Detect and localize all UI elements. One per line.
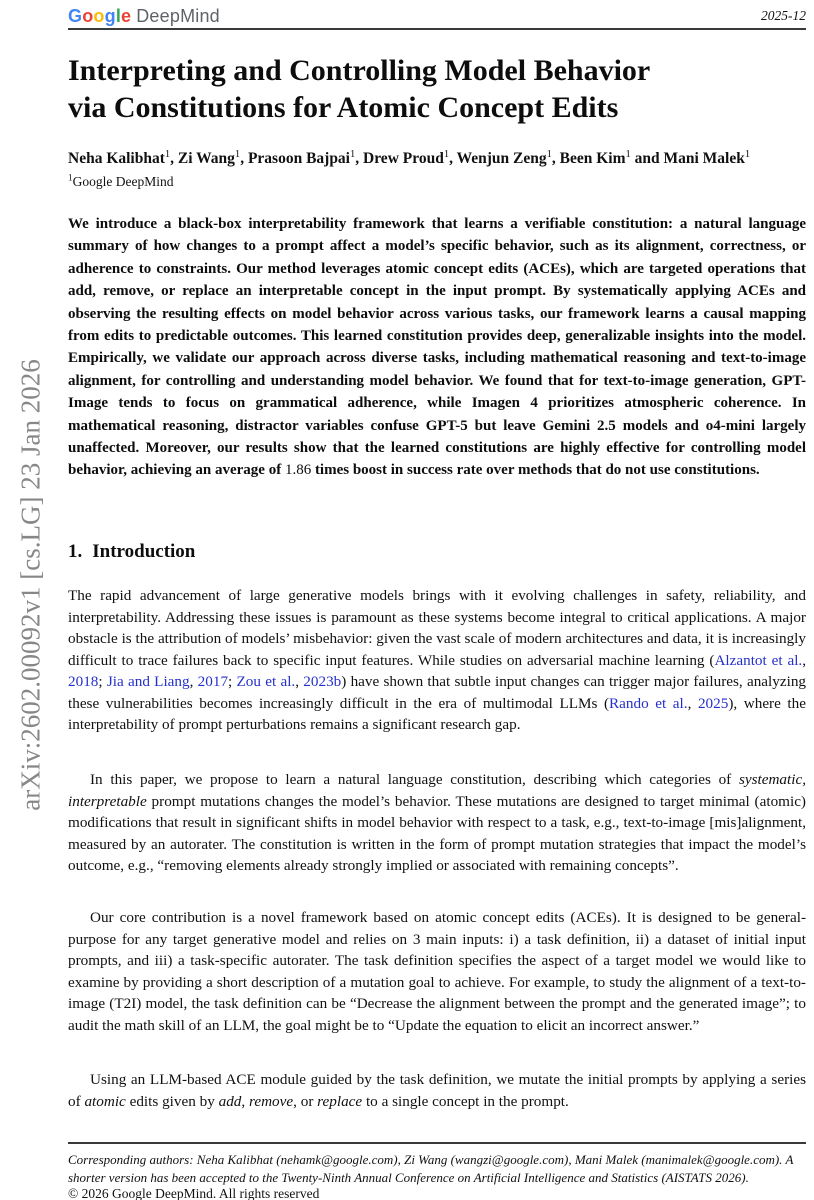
author-affiliation-marker: 1 [625, 148, 631, 160]
text-segment: ), where the interpretability of prompt perturbations remains a significant research gap. [68, 694, 806, 733]
intro-paragraph-3 [68, 907, 806, 1036]
intro-paragraph-4 [68, 1069, 806, 1112]
paper-title-line1: Interpreting and Controlling Model Behavior [68, 54, 651, 87]
corresponding-authors-note: Corresponding authors: Neha Kalibhat (nehamk@google.com), Zi Wang (wangzi@google.com), Mani Malek (manimalek@google.com). A shorter version has been accepted to the Twenty-Ninth Annual Conference on Artificial Intelligence and Statistics (AISTATS 2026). [68, 1152, 794, 1185]
text-segment: , [241, 1092, 249, 1110]
text-segment: to a single concept in the prompt. [362, 1092, 569, 1110]
text-segment: , [295, 673, 304, 690]
author-name: Neha Kalibhat [68, 150, 165, 167]
citation-link[interactable]: 2023b [303, 673, 342, 690]
citation-link[interactable]: 2025 [697, 694, 729, 712]
text-segment: , [189, 673, 198, 690]
footnote-rule [68, 1142, 806, 1144]
google-letter: e [121, 6, 132, 26]
text-segment: ) have shown that subtle input changes can trigger major failures, analyzing these vulnerabilities becomes increasingly difficult in the era of multimodal LLMs ( [68, 673, 807, 712]
google-letter: l [115, 6, 122, 26]
text-segment: times boost in success rate over methods that do not use constitutions. [311, 462, 760, 479]
header-rule [68, 28, 806, 30]
text-segment: Our core contribution is a novel framework based on atomic concept edits (ACEs). It is designed to be general-purpose for any target generative model and relies on 3 main inputs: i) a task definition, ii) a dataset of initial input prompts, and iii) a task-specific autorater. The task definition specifies the aspect of a target model we would like to examine by providing a short description of a mutation goal to achieve. For example, to study the alignment of a text-to-image (T2I) model, the task definition can be “Decrease the alignment between the prompt and the generated image”; to audit the math skill of an LLM, the goal might be to “Update the equation to elicit an incorrect answer.” [68, 909, 806, 1034]
author-name: Wenjun Zeng [456, 150, 547, 167]
citation-link[interactable]: 2017 [197, 673, 229, 690]
text-segment: In this paper, we propose to learn a natural language constitution, describing which categories of [90, 771, 739, 788]
text-segment: 1.86 [284, 462, 312, 479]
author-name: Mani Malek [663, 150, 745, 167]
paper-title-line2: via Constitutions for Atomic Concept Edits [68, 91, 619, 124]
affiliation-marker: 1 [68, 172, 73, 183]
google-letter: o [82, 6, 94, 26]
text-segment: , [802, 651, 807, 669]
google-wordmark [68, 6, 131, 26]
google-deepmind-logo [68, 6, 806, 27]
paper-title [68, 52, 806, 126]
abstract [68, 213, 806, 482]
text-segment: atomic [84, 1092, 126, 1110]
section-heading-introduction [68, 541, 806, 563]
citation-link[interactable]: Jia and Liang [106, 673, 190, 690]
header-date: 2025-12 [761, 8, 806, 23]
author-name: Zi Wang [177, 150, 235, 167]
copyright-line: © 2026 Google DeepMind. All rights reserved [68, 1186, 320, 1200]
text-segment: The rapid advancement of large generative models brings with it evolving challenges in safety, reliability, and interpretability. Addressing these issues is paramount as these systems become integral to critical applications. A major obstacle is the attribution of models’ misbehavior: given the vast scale of modern architectures and data, it is increasingly difficult to trace failures back to specific input features. While studies on adversarial machine learning ( [68, 587, 806, 669]
section-title: Introduction [92, 541, 196, 562]
author-name: Drew Proud [363, 150, 444, 167]
author-affiliation-marker: 1 [234, 148, 241, 160]
citation-link[interactable]: Alzantot et al. [714, 651, 803, 669]
section-number: 1. [68, 541, 83, 562]
arxiv-stamp: arXiv:2602.00092v1 [cs.LG] 23 Jan 2026 [15, 359, 46, 811]
author-affiliation-marker: 1 [164, 148, 171, 160]
citation-link[interactable]: 2018 [68, 673, 99, 690]
text-segment: Using an LLM-based ACE module guided by the task definition, we mutate the initial prompts by applying a series of [68, 1071, 806, 1110]
citation-link[interactable]: Rando et al. [609, 694, 688, 712]
text-segment: ; [228, 673, 237, 690]
author-name: Been Kim [559, 150, 626, 167]
google-letter: G [68, 6, 83, 26]
text-segment: systematic, interpretable [68, 771, 806, 810]
text-segment: replace [317, 1092, 363, 1110]
authors-line: Neha Kalibhat$^1$, Zi Wang$^1$, Prasoon Bajpai$^1$, Drew Proud$^1$, Wenjun Zeng$^1$, Been Kim$^1$ and Mani Malek$^1$ [68, 148, 751, 167]
author-affiliation-marker: 1 [443, 148, 450, 160]
deepmind-wordmark: DeepMind [136, 6, 220, 26]
intro-paragraph-2 [68, 769, 806, 877]
intro-paragraph-1 [68, 585, 806, 736]
author-affiliation-marker: 1 [744, 148, 751, 160]
google-letter: o [93, 6, 105, 26]
google-letter: g [104, 6, 116, 26]
author-affiliation-marker: 1 [546, 148, 552, 160]
author-name: Prasoon Bajpai [247, 150, 350, 167]
text-segment: , or [293, 1092, 318, 1110]
affiliation [68, 174, 806, 190]
text-segment: , [687, 694, 698, 712]
text-segment: ; [98, 673, 107, 690]
text-segment: edits given by [125, 1092, 219, 1110]
text-segment: We introduce a black-box interpretability framework that learns a verifiable constitution: a natural language summary of how changes to a prompt affect a model’s specific behavior, such as its alignment, correctness, or adherence to constraints. Our method leverages atomic concept edits (ACEs), which are targeted operations that add, remove, or replace an interpretable concept in the input prompt. By systematically applying ACEs and observing the resulting effects on model behavior across various tasks, our framework learns a causal mapping from edits to predictable outcomes. This learned constitution provides deep, generalizable insights into the model. Empirically, we validate our approach across diverse tasks, including mathematical reasoning and text-to-image alignment, for controlling and understanding model behavior. We found that for text-to-image generation, GPT-Image tends to focus on grammatical adherence, while Imagen 4 prioritizes atmospheric coherence. In mathematical reasoning, distractor variables confuse GPT-5 but leave Gemini 2.5 models and o4-mini largely unaffected. Moreover, our results show that the learned constitutions are highly effective for controlling model behavior, achieving an average of [68, 216, 806, 479]
citation-link[interactable]: Zou et al. [236, 673, 296, 690]
text-segment: add [218, 1092, 242, 1110]
text-segment: prompt mutations changes the model’s behavior. These mutations are designed to target minimal (atomic) modifications that result in significant shifts in model behavior with respect to a task, e.g., text-to-image [mis]alignment, measured by an autorater. The constitution is written in the form of prompt mutation strategies that impact the model’s outcome, e.g., “removing elements already strongly implied or associated with remaining concepts”. [68, 792, 806, 874]
author-affiliation-marker: 1 [350, 148, 356, 160]
text-segment: remove [248, 1092, 294, 1110]
affiliation-text: Google DeepMind [72, 174, 174, 189]
